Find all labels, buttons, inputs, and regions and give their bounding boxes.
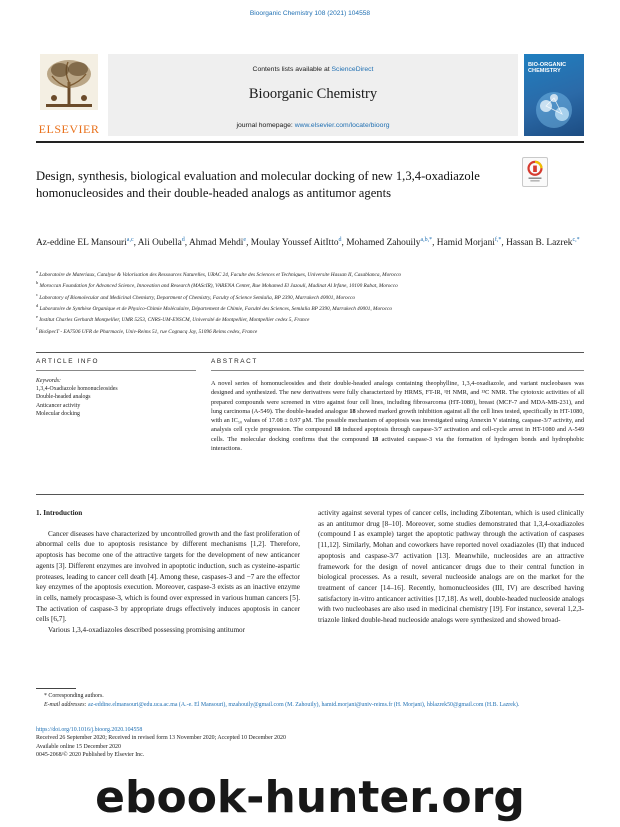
abstract-segment: activated caspase-3 via the formation of hydrogen bonds and hydrophobic interactions. <box>211 435 584 453</box>
author[interactable]: Hamid Morjani$^{f,*}$ <box>436 237 502 249</box>
affiliation: $^f$ BioSpecT - EA7506 UFR de Pharmacie, Univ-Reims 51, rue Cognacq Jay, 51096 Reims cedex, France <box>36 325 258 335</box>
footnotes <box>36 692 584 710</box>
keywords-block <box>36 377 196 418</box>
affiliation: $^e$ Institut Charles Gerhardt Montpellier, UMR 5253, CNRS-UM-ENSCM, Université de Montpellier, Montpellier cedex 5, France <box>36 314 310 324</box>
affiliation: $^b$ Moroccan Foundation for Advanced Science, Innovation and Research (MAScIR), VARENA Center, Rue Mohamed El Jazouli, Madinat Al Irfane, 10100 Rabat, Morocco <box>36 280 398 290</box>
section-heading-introduction: 1. Introduction <box>36 509 83 517</box>
email-links[interactable]: az-eddine.elmansouri@edu.uca.ac.ma (A.-e. El Mansouri), mzahouily@gmail.com (M. Zahouily), hamid.morjani@univ-reims.fr (H. Morjani), hblazrek50@gmail.com (H.B. Lazrek). <box>87 702 520 708</box>
divider <box>36 352 584 353</box>
homepage-line <box>108 122 518 129</box>
affiliation-list <box>36 268 584 336</box>
abstract-segment: induced apoptosis through caspase-3/7 activation and cell-cycle arrest in HT-1080 and A-549 cells. The molecular docking confirms that the compound <box>211 426 584 443</box>
keyword: Double-headed analogs <box>36 394 91 401</box>
author[interactable]: Ali Oubella$^d$ <box>137 237 185 249</box>
contents-line <box>108 66 518 73</box>
keywords-label: Keywords: <box>36 378 61 384</box>
abstract-segment: ¹H NMR, and ¹³C NMR. The cytotoxic activities of all prepared compounds were screened in vitro against four cell lines, including fibrosarcoma (HT-1080), breast (MCF-7 and MDA-MB-231), and lung carcinoma (A-549). The double-headed analogue <box>211 389 585 415</box>
issn-copyright: 0045-2068/© 2020 Published by Elsevier Inc. <box>36 751 145 758</box>
elsevier-tree-icon <box>40 54 98 110</box>
journal-cover[interactable] <box>524 54 584 136</box>
contents-prefix: Contents lists available at <box>252 66 332 73</box>
author[interactable]: Ahmad Mehdi$^e$ <box>188 237 247 249</box>
publication-info <box>36 726 584 759</box>
article-info-heading: ARTICLE INFO <box>36 358 100 365</box>
author[interactable]: Mohamed Zahouily$^{a,b,*}$ <box>346 237 433 249</box>
body-column-right <box>318 508 584 626</box>
sciencedirect-link[interactable]: ScienceDirect <box>331 66 374 73</box>
journal-reference[interactable]: Bioorganic Chemistry 108 (2021) 104558 <box>249 10 371 17</box>
body-paragraph: Various 1,3,4-oxadiazoles described possessing promising antitumor <box>48 626 246 635</box>
compound-ref: 18 <box>349 407 356 415</box>
email-label: E-mail addresses: <box>44 702 88 708</box>
journal-title: Bioorganic Chemistry <box>248 86 378 102</box>
corresponding-author-note: * Corresponding authors. <box>44 693 104 699</box>
affiliation: $^d$ Laboratoire de Synthèse Organique et de Physico-Chimie Moléculaire, Département de Chimie, Faculté des Sciences, Semlalia BP 2390, Marrakech 40001, Morocco <box>36 303 392 312</box>
footnote-rule <box>36 688 76 689</box>
abstract-segment: showed marked growth inhibition against all the cell lines tested, specifically in HT-1080, with an IC₅₀ values of 17.08 ± 0.97 μM. The possible mechanism of apoptosis was investigated using Annexin V staining, caspase-3/7 activity, and analysis cell cycle progression. The compound <box>211 407 584 434</box>
keyword: Molecular docking <box>36 410 80 417</box>
affiliation: $^a$ Laboratoire de Materiaux, Catalyse & Valorisation des Ressources Naturelles, URAC 24, Faculte des Sciences et Techniques, Universite Hassan II, Casablanca, Morocco <box>36 269 402 278</box>
abstract-heading: ABSTRACT <box>211 358 258 365</box>
body-column-left <box>36 508 300 636</box>
homepage-prefix: journal homepage: <box>236 122 295 129</box>
compound-ref: 18 <box>372 435 379 443</box>
compound-ref: 18 <box>334 426 341 434</box>
email-addresses <box>36 701 584 710</box>
divider <box>36 370 196 371</box>
abstract-text <box>211 379 584 453</box>
divider <box>36 494 584 495</box>
keyword: Anticancer activity <box>36 402 81 409</box>
author[interactable]: Moulay Youssef AitItto$^d$ <box>250 237 342 249</box>
available-online: Available online 15 December 2020 <box>36 743 121 750</box>
check-for-updates-badge[interactable] <box>522 157 548 187</box>
journal-homepage-link[interactable]: www.elsevier.com/locate/bioorg <box>294 122 390 129</box>
doi-link[interactable]: https://doi.org/10.1016/j.bioorg.2020.104558 <box>36 727 143 733</box>
affiliation: $^c$ Laboratory of Biomolecular and Medicinal Chemistry, Department of Chemistry, Faculty of Science Semlalia, BP 2390, Marrakech 40001, Morocco <box>36 291 355 301</box>
elsevier-wordmark: ELSEVIER <box>38 122 100 136</box>
divider <box>211 370 584 371</box>
cover-molecule-icon <box>524 84 584 136</box>
header-rule <box>36 141 584 143</box>
article-title: Design, synthesis, biological evaluation and molecular docking of new 1,3,4-oxadiazole homonucleosides and their double-headed analogs as antitumor agents <box>36 169 480 200</box>
cover-title-line-2: CHEMISTRY <box>528 68 561 75</box>
author[interactable]: Hassan B. Lazrek$^{c,*}$ <box>506 237 580 249</box>
received-dates: Received 26 September 2020; Received in revised form 13 November 2020; Accepted 10 December 2020 <box>36 735 286 742</box>
cover-title-line-1: BIO-ORGANIC <box>528 62 567 68</box>
body-paragraph: Cancer diseases have characterized by uncontrolled growth and the fast proliferation of abnormal cells due to apoptosis resistance by different mechanisms [1,2]. Therefore, apoptosis has become one of the attractive targets for the development of new anticancer agents [3]. Different enzymes are involved in apoptotic induction, such as cysteine-aspartic proteases, leading to cancer cell death [4]. Among these, caspases-3 and −7 are the effector key enzymes of the apoptosis execution. Moreover, caspase-3 exists as an inactive enzyme in cells, namely procaspase-3, which is found over expressed in various human cancers [5]. The activation of caspase-3 by appropriate drugs effectively induces apoptosis in cancer cells [6,7]. <box>36 529 300 624</box>
watermark-text: ebook-hunter.org <box>95 772 525 823</box>
body-paragraph: activity against several types of cancer cells, including Zibotentan, which is used clinically as an antitumor drug [8–10]. Moreover, some studies demonstrated that 1,3,4-oxadiazoles (compound I as example) target the apoptotic pathway through the activation of caspases [11,12]. Similarly, Mohan and coworkers have reported novel oxadiazoles (II) that induced apoptosis and caspase-3/7 activation [13]. Meanwhile, nucleosides are an attractive framework for the design of novel anticancer drugs due to their central function in biological processes. As a result, several nucleoside analogs are on the market for the treatment of cancer [14–16]. Recently, homonucleosides (III, IV) are described having satisfactory in-vitro anticancer activities [17,18]. As well, double-headed nucleoside analogs with two nucleobases are also used in medicinal chemistry [19]. For instance, several 1,2,3-triazole linked double-head nucleoside analogs were synthesized and showed broad- <box>318 509 584 625</box>
author-list: Az-eddine EL Mansouri$^{a,c}$, Ali Oubella$^d$, Ahmad Mehdi$^e$, Moulay Youssef AitItto$^d$, Mohamed Zahouily$^{a,b,*}$, Hamid Morjani$^{f,*}$, Hassan B. Lazrek$^{c,*}$ <box>36 237 580 249</box>
check-updates-icon <box>523 158 547 186</box>
cover-title <box>528 62 580 74</box>
keyword: 1,3,4-Oxadiazole homonucleosides <box>36 386 118 393</box>
author[interactable]: Az-eddine EL Mansouri$^{a,c}$ <box>36 237 134 249</box>
abstract-segment: A novel series of homonucleosides and their double-headed analogs containing theophylline, 1,3,4-oxadiazole, and variant nucleobases was designed and synthesized. The new derivatives were fully characterized by HRMS, FT-IR, <box>211 380 584 397</box>
